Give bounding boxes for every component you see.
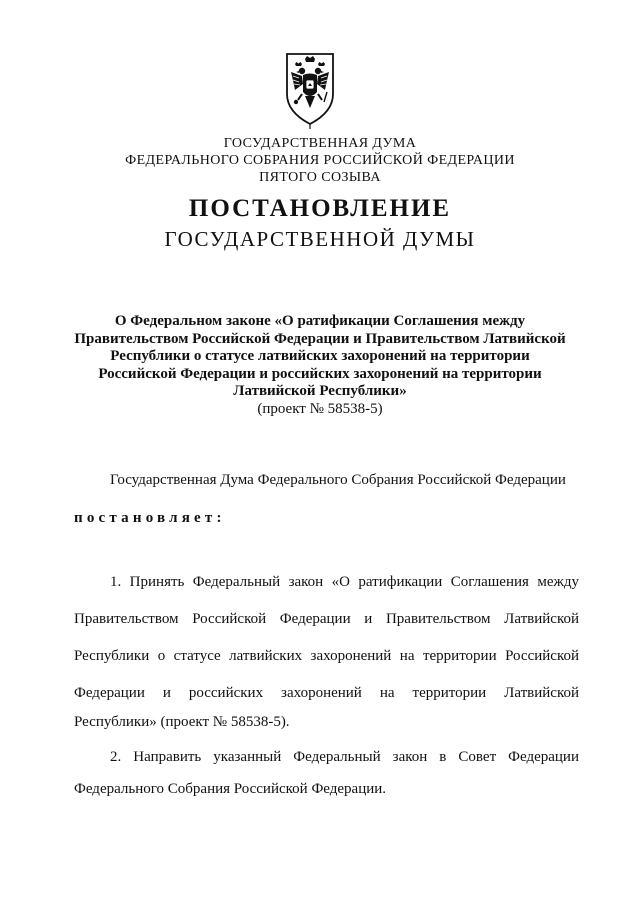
document-subject xyxy=(0,313,640,401)
paragraph-1-line: Правительством Российской Федерации и Правительством Латвийской xyxy=(74,611,579,627)
paragraph-1-line: Федерации и российских захоронений на территории Латвийской xyxy=(74,685,579,701)
preamble-text: Государственная Дума Федерального Собрания Российской Федерации xyxy=(110,472,566,488)
decides-keyword: постановляет: xyxy=(74,510,226,526)
paragraph-2-line: 2. Направить указанный Федеральный закон в Совет Федерации xyxy=(110,749,579,765)
project-number: (проект № 58538-5) xyxy=(257,401,383,417)
convocation-line: ПЯТОГО СОЗЫВА xyxy=(259,170,381,185)
paragraph-2-line: Федерального Собрания Российской Федерации. xyxy=(74,781,387,797)
subject-line: Республики о статусе латвийских захоронений на территории xyxy=(110,348,530,364)
subject-line: Российской Федерации и российских захоронений на территории xyxy=(98,365,542,382)
org-name-line-2: ФЕДЕРАЛЬНОГО СОБРАНИЯ РОССИЙСКОЙ ФЕДЕРАЦИИ xyxy=(125,153,515,168)
paragraph-1-line: Республики о статусе латвийских захоронений на территории Российской xyxy=(74,648,579,664)
paragraph-1-line: 1. Принять Федеральный закон «О ратификации Соглашения между xyxy=(110,574,579,590)
subject-line: Латвийской Республики» xyxy=(233,383,407,399)
russian-coat-of-arms-icon xyxy=(283,50,337,130)
subject-line: О Федеральном законе «О ратификации Соглашения между xyxy=(114,313,526,329)
paragraph-1-line: Республики» (проект № 58538-5). xyxy=(74,714,290,730)
org-name-line-1: ГОСУДАРСТВЕННАЯ ДУМА xyxy=(223,136,417,151)
document-type-title: ПОСТАНОВЛЕНИЕ xyxy=(188,195,452,222)
subject-line: Правительством Российской Федерации и Правительством Латвийской xyxy=(74,330,566,347)
document-issuer-title: ГОСУДАРСТВЕННОЙ ДУМЫ xyxy=(164,227,476,251)
